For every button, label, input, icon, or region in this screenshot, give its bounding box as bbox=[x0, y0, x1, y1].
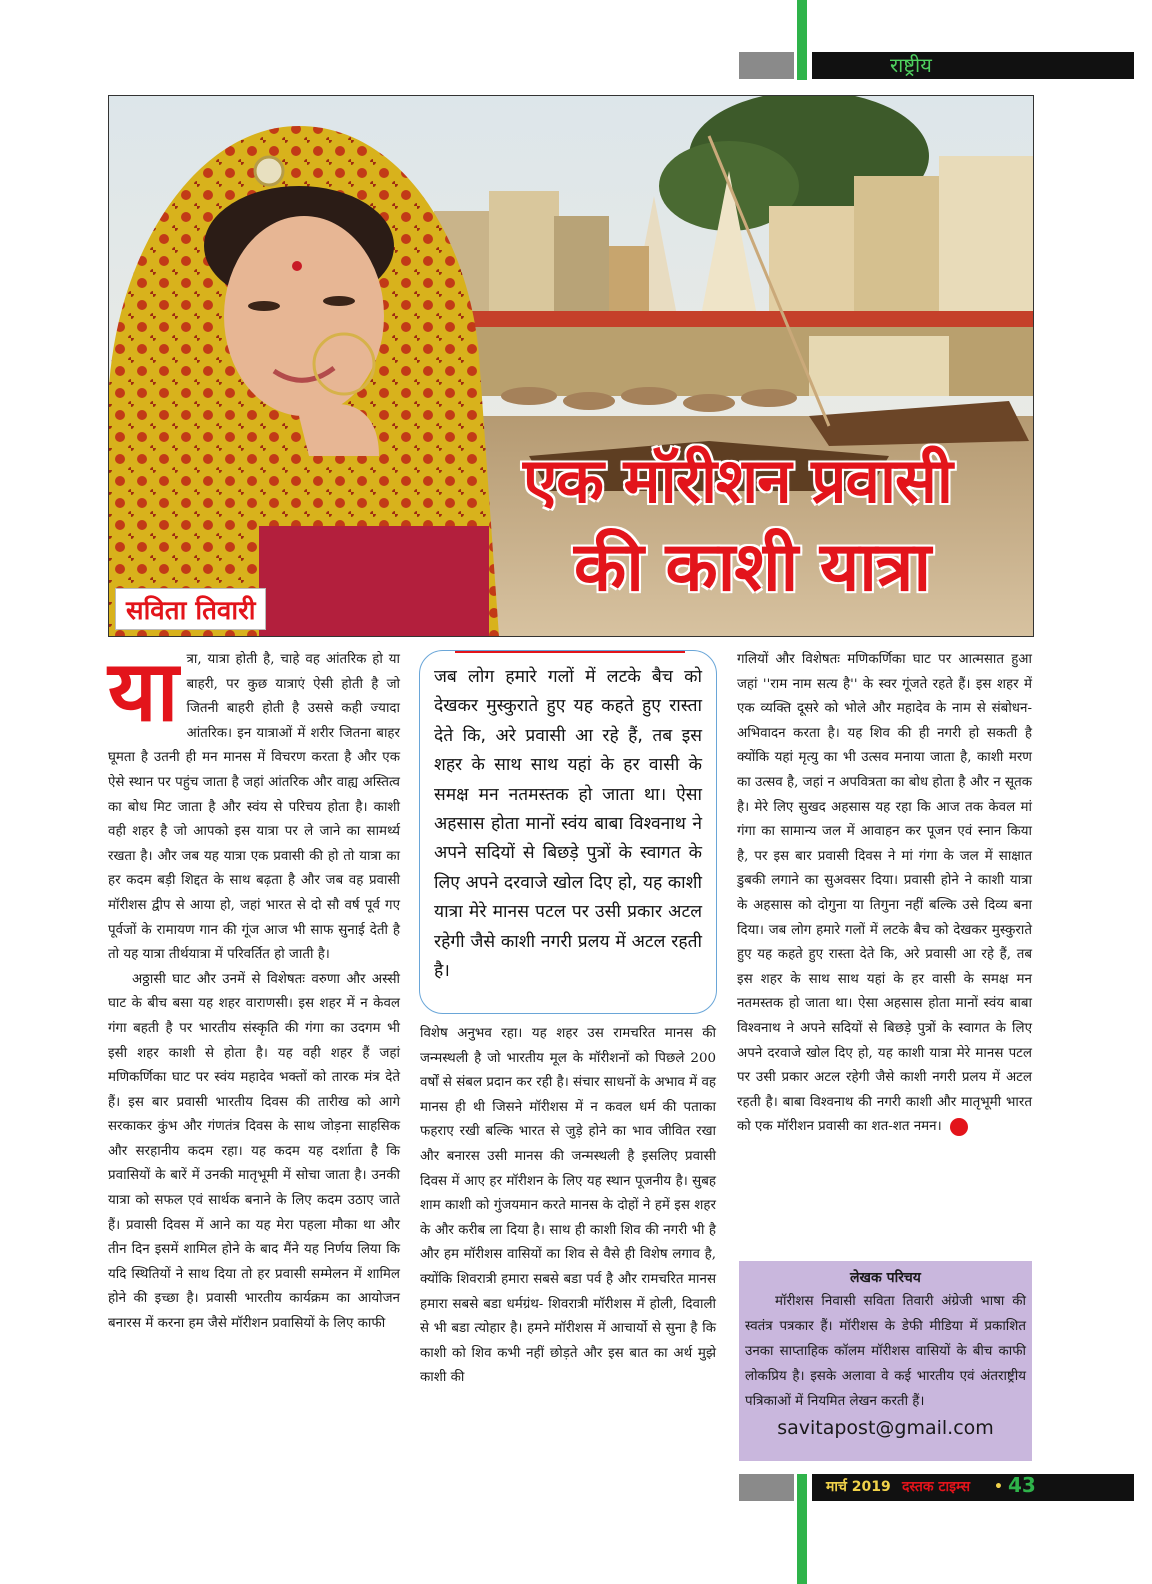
intro-text: त्रा, यात्रा होती है, चाहे वह आंतरिक हो या बाहरी, पर कुछ यात्राएं ऐसी होती है जो जितनी बाहरी होती है उससे कही ज्यादा आंतरिक। इन यात्राओं में शरीर जितना बाहर घूमता है उतनी ही मन मानस में विचरण करता है और एक ऐसे स्थान पर पहुंच जाता है जहां आंतरिक और वाह्य अस्तित्व का बोध मिट जाता है और स्वंय से परिचय होता है। काशी वही शहर है जो आपको इस यात्रा पर ले जाने का सामर्थ्य रखता है। और जब यह यात्रा एक प्रवासी की हो तो यात्रा का हर कदम बड़ी शिद्दत के साथ बढ़ता है और जब वह प्रवासी मॉरीशस द्वीप से आया हो, जहां भारत से दो सौ वर्ष पूर्व गए पूर्वजों के रामायण गान की गूंज आज भी साफ सुनाई देती है तो यह यात्रा तीर्थयात्रा में परिवर्तित हो जाती है। bbox=[108, 652, 400, 963]
column-3-text: गलियों और विशेषतः मणिकर्णिका घाट पर आत्मसात हुआ जहां ''राम नाम सत्य है'' के स्वर गूंजते रहते हैं। इस शहर में एक व्यक्ति दूसरे को भोले और महादेव के नाम से संबोधन-अभिवादन करता है। यह शिव की ही नगरी हो सकती है क्योंकि यहां मृत्यु का भी उत्सव मनाया जाता है, काशी मरण का उत्सव है, जहां न अपवित्रता का बोध होता है और न सूतक है। मेरे लिए सुखद अहसास यह रहा कि आज तक केवल मां गंगा का सामान्य जल में आवाहन कर पूजन एवं स्नान किया है, पर इस बार प्रवासी दिवस ने मां गंगा के जल में साक्षात डुबकी लगाने का सुअवसर दिया। प्रवासी होने ने काशी यात्रा के अहसास को दोगुना या तिगुना नहीं बल्कि उसे दिव्य बना दिया। जब लोग हमारे गलों में लटके बैच को देखकर मुस्कुराते हुए यह कहते हुए रास्ता देते कि, अरे प्रवासी आ रहे हैं, तब इस शहर के साथ साथ यहां के हर वासी के समक्ष मन नतमस्तक हो जाता था। ऐसा अहसास होता मानों स्वंय बाबा विश्वनाथ ने अपने सदियों से बिछड़े पुत्रों के स्वागत के लिए अपने दरवाजे खोल दिए हो, यह काशी यात्रा मेरे मानस पटल पर उसी प्रकार अटल रहेगी जैसे काशी नगरी प्रलय में अटल रहती है। बाबा विश्वनाथ की नगरी काशी और मातृभूमी भारत को एक मॉरीशन प्रवासी का शत-शत नमन। bbox=[737, 652, 1032, 1135]
issue-date: मार्च 2019 bbox=[826, 1479, 891, 1495]
paragraph-2: अठ्ठासी घाट और उनमें से विशेषतः वरुणा और अस्सी घाट के बीच बसा यह शहर वाराणसी। इस शहर में न केवल गंगा बहती है पर भारतीय संस्कृति की गंगा का उदगम भी इसी शहर काशी से होता है। यह वही शहर हैं जहां मणिकर्णिका घाट पर स्वंय महादेव भक्तों को तारक मंत्र देते हैं। इस बार प्रवासी भारतीय दिवस की तारीख को आगे सरकाकर कुंभ और गंणतंत्र दिवस के साथ जोड़ना साहसिक और सरहानीय कदम रहा। यह कदम यह दर्शाता है कि प्रवासियों के बारें में उनकी मातृभूमी में सोचा जाता है। उनकी यात्रा को सफल एवं सार्थक बनाने के लिए कदम उठाए जाते हैं। प्रवासी दिवस में आने का यह मेरा पहला मौका था और तीन दिन इसमें शामिल होने के बाद मैंने यह निर्णय लिया कि यदि स्थितियों ने साथ दिया तो हर प्रवासी सम्मेलन में शामिल होने की इच्छा है। प्रवासी भारतीय कार्यक्रम का आयोजन बनारस में करना हम जैसे मॉरीशन प्रवासियों के लिए काफी bbox=[108, 971, 400, 1332]
author-email[interactable]: savitapost@gmail.com bbox=[777, 1417, 994, 1439]
hero-image bbox=[108, 95, 1034, 637]
headline-line-1: एक मॉरीशन प्रवासी bbox=[523, 444, 952, 517]
footer-bullet: • bbox=[994, 1479, 1003, 1495]
header-gray-block bbox=[739, 52, 794, 79]
headline-line-2: की काशी यात्रा bbox=[574, 528, 931, 607]
column-3 bbox=[737, 648, 1032, 1140]
intro-paragraph bbox=[108, 642, 400, 968]
column-1 bbox=[108, 642, 400, 1337]
author-bio: मॉरीशस निवासी सविता तिवारी अंग्रेजी भाषा की स्वतंत्र पत्रकार हैं। मॉरीशस के डेफी मीडिया में प्रकाशित उनका साप्ताहिक कॉलम मॉरीशस वासियों के बीच काफी लोकप्रिय है। इसके अलावा वे कई भारतीय एवं अंतराष्ट्रीय पत्रिकाओं में नियमित लेखन करती हैं। bbox=[745, 1294, 1026, 1409]
column-2-text: विशेष अनुभव रहा। यह शहर उस रामचरित मानस की जन्मस्थली है जो भारतीय मूल के मॉरीशनों को पिछले 200 वर्षों से संबल प्रदान कर रही है। संचार साधनों के अभाव में वह मानस ही थी जिसने मॉरीशस में न कवल धर्म की पताका फहराए रखी बल्कि भारत से जुड़े होने का भाव जीवित रखा और बनारस उसी मानस की जन्मस्थली है इसलिए प्रवासी दिवस में आए हर मॉरीशन के लिए यह स्थान पूजनीय है। सुबह शाम काशी को गुंजयमान करते मानस के दोहों ने हमें इस शहर के और करीब ला दिया है। साथ ही काशी शिव की नगरी भी है और हम मॉरीशस वासियों का शिव से वैसे ही विशेष लगाव है, क्योंकि शिवरात्री हमारा सबसे बडा पर्व है और रामचरित मानस हमारा सबसे बडा धर्मग्रंथ- शिवरात्री मॉरीशस में होली, दिवाली से भी बडा त्योहार है। हमने मॉरीशस में आचार्यो से सुना है कि काशी को शिव कभी नहीं छोड़ते और इस बात का अर्थ मुझे काशी की bbox=[420, 1026, 716, 1386]
footer-bar bbox=[812, 1474, 1134, 1501]
section-header-bar bbox=[812, 52, 1134, 79]
footer-green-rule bbox=[797, 1474, 807, 1584]
byline: सविता तिवारी bbox=[115, 588, 266, 630]
magazine-name: दस्तक टाइम्स bbox=[902, 1479, 971, 1495]
author-title: लेखक परिचय bbox=[850, 1270, 921, 1286]
author-box bbox=[739, 1261, 1032, 1461]
section-label: राष्ट्रीय bbox=[890, 53, 932, 77]
footer-gray-block bbox=[739, 1474, 794, 1501]
header-green-rule bbox=[797, 0, 807, 80]
end-mark bbox=[950, 1118, 968, 1136]
pull-quote bbox=[419, 650, 717, 1014]
dropcap: या bbox=[108, 642, 179, 740]
column-2 bbox=[420, 1022, 716, 1391]
page-number: 43 bbox=[1008, 1473, 1036, 1497]
pull-quote-text: जब लोग हमारे गलों में लटके बैच को देखकर मुस्कुराते हुए यह कहते हुए रास्ता देते कि, अरे प्रवासी आ रहे हैं, तब इस शहर के साथ साथ यहां के हर वासी के समक्ष मन नतमस्तक हो जाता था। ऐसा अहसास होता मानों स्वंय बाबा विश्वनाथ ने अपने सदियों से बिछड़े पुत्रों के स्वागत के लिए अपने दरवाजे खोल दिए हो, यह काशी यात्रा मेरे मानस पटल पर उसी प्रकार अटल रहेगी जैसे काशी नगरी प्रलय में अटल रहती है। bbox=[434, 667, 702, 982]
